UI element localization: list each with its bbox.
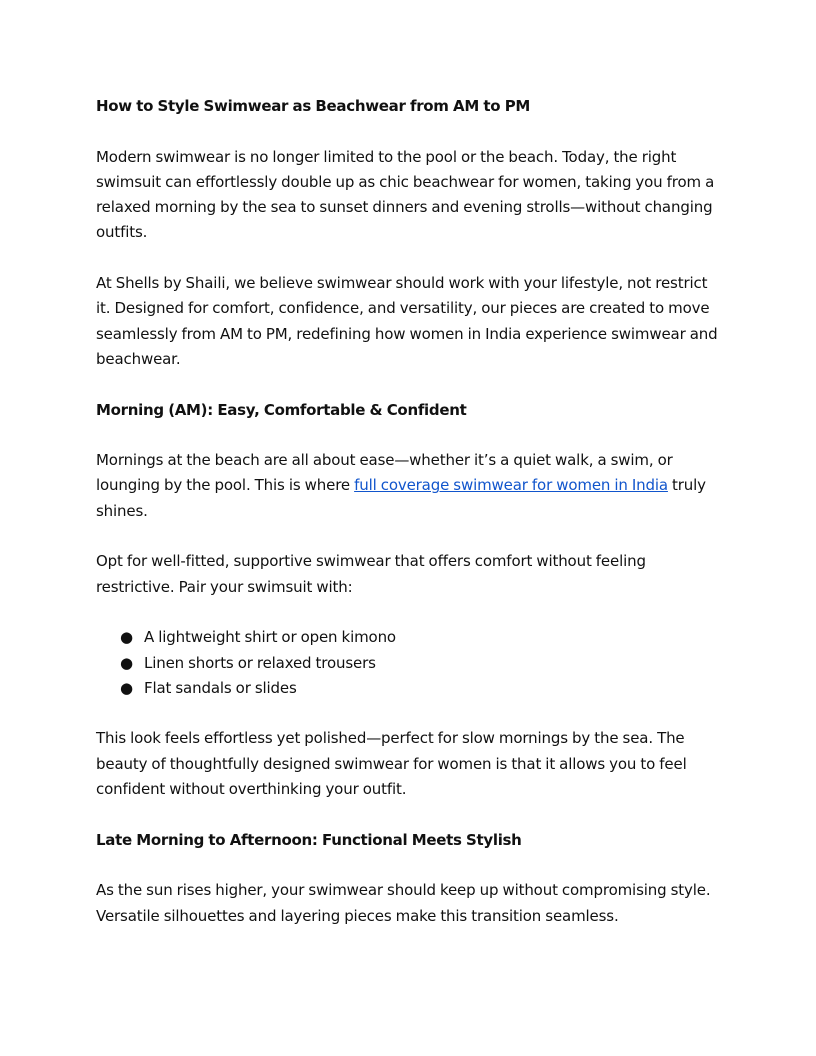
morning-paragraph-1-start: Mornings at the beach are all about ease—whether it’s a quiet walk, a swim, or lounging by the pool. This is where (96, 451, 673, 495)
list-item (96, 625, 724, 650)
styling-list (96, 625, 724, 701)
afternoon-heading: Late Morning to Afternoon: Functional Meets Stylish (96, 830, 522, 849)
morning-paragraph-1-end: truly shines. (96, 476, 706, 520)
full-coverage-swimwear-link[interactable]: full coverage swimwear for women in India (354, 476, 668, 495)
list-item (96, 676, 724, 701)
intro-paragraph-1: Modern swimwear is no longer limited to the pool or the beach. Today, the right swimsuit can effortlessly double up as chic beachwear for women, taking you from a relaxed morning by the sea to sunset dinners and evening strolls—without changing outfits. (96, 147, 715, 242)
document-title: How to Style Swimwear as Beachwear from AM to PM (96, 97, 531, 115)
morning-paragraph-3: This look feels effortless yet polished—perfect for slow mornings by the sea. The beauty of thoughtfully designed swimwear for women is that it allows you to feel confident without overthinking your outfit. (96, 729, 687, 799)
morning-paragraph-2: Opt for well-fitted, supportive swimwear that offers comfort without feeling restrictive. Pair your swimsuit with: (96, 552, 646, 596)
list-item-text: Flat sandals or slides (144, 678, 297, 697)
bullet-icon: ● (120, 653, 133, 672)
document-page (96, 94, 724, 954)
afternoon-paragraph-1: As the sun rises higher, your swimwear should keep up without compromising style. Versatile silhouettes and layering pieces make this transition seamless. (96, 881, 711, 925)
bullet-icon: ● (120, 678, 133, 697)
intro-paragraph-2: At Shells by Shaili, we believe swimwear should work with your lifestyle, not restrict it. Designed for comfort, confidence, and versatility, our pieces are created to move seamlessly from AM to PM, redefining how women in India experience swimwear and beachwear. (96, 274, 718, 368)
morning-paragraph-1 (96, 448, 724, 524)
list-item-text: Linen shorts or relaxed trousers (144, 653, 376, 672)
list-item-text: A lightweight shirt or open kimono (144, 628, 396, 647)
bullet-icon: ● (120, 628, 133, 647)
list-item (96, 651, 724, 676)
morning-heading: Morning (AM): Easy, Comfortable & Confident (96, 400, 467, 419)
